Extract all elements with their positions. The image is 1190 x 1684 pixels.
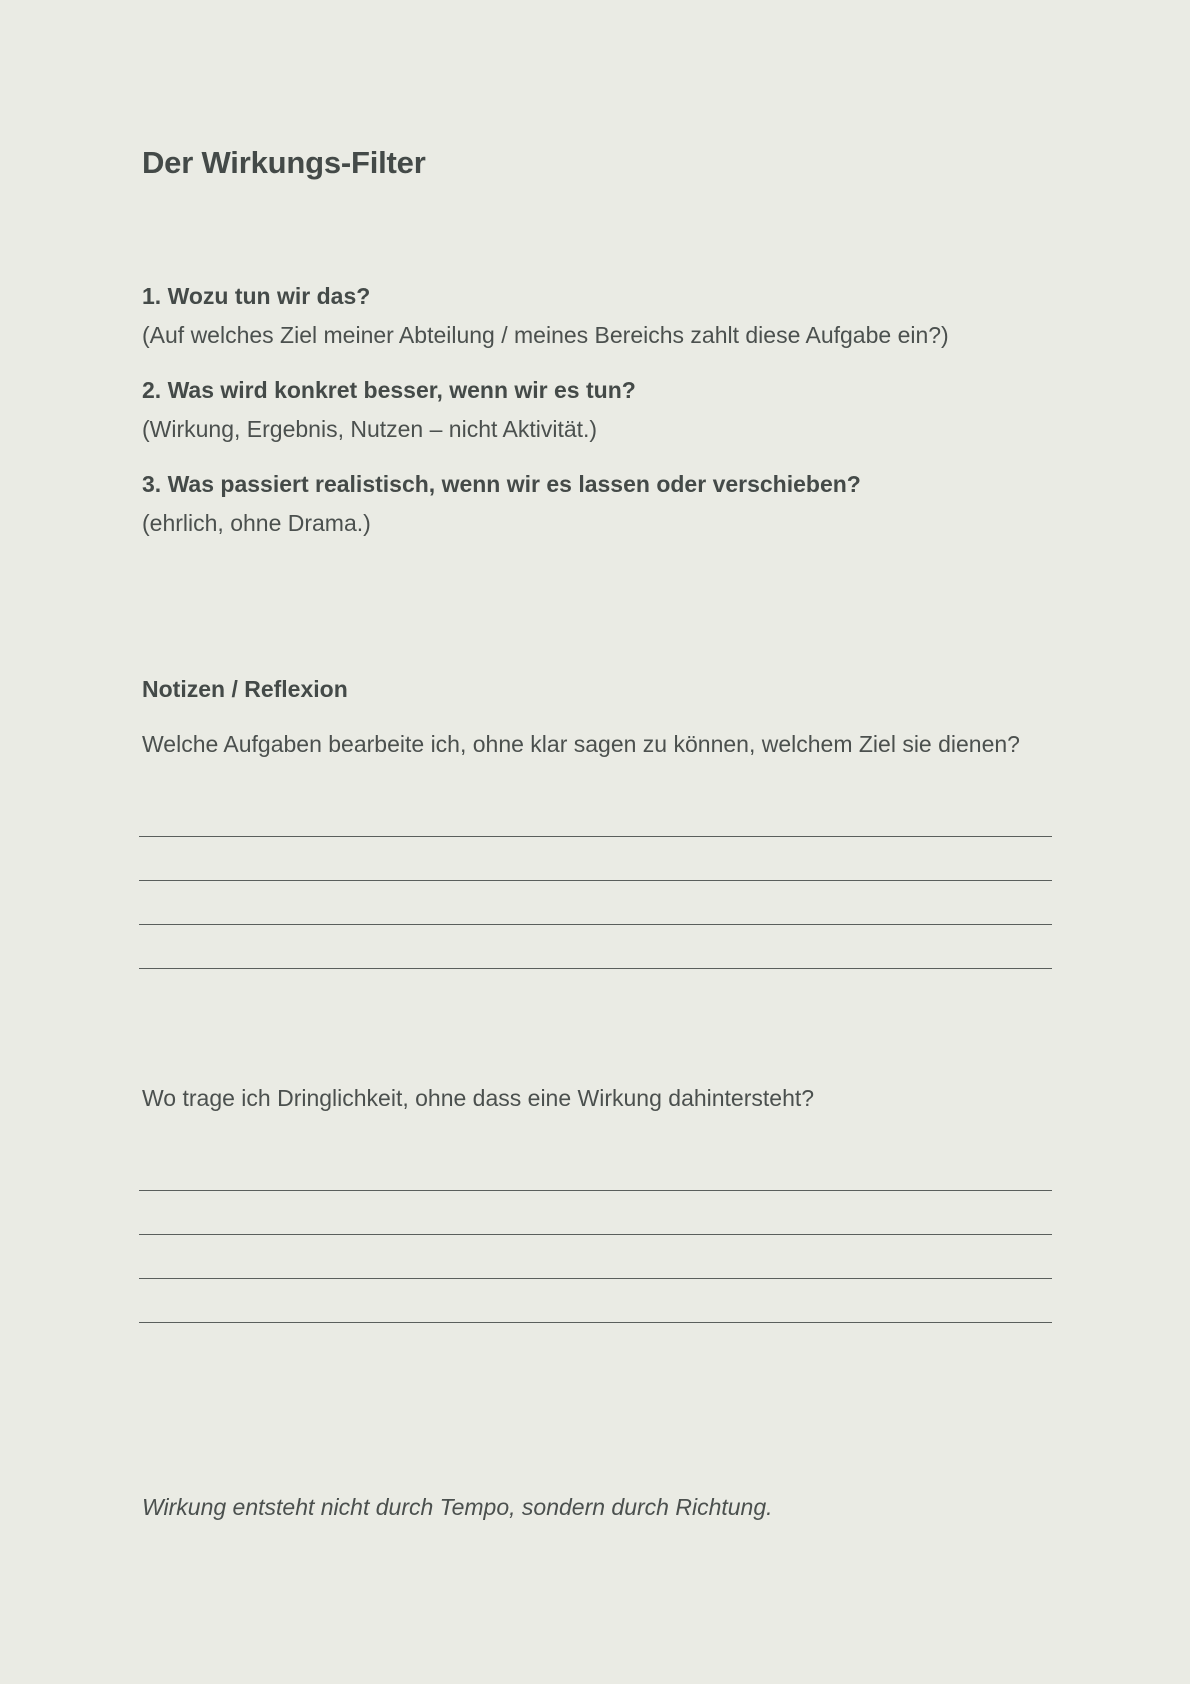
writing-line[interactable] (139, 1278, 1052, 1279)
writing-line[interactable] (139, 968, 1052, 969)
writing-line[interactable] (139, 880, 1052, 881)
question-2 (142, 375, 636, 444)
question-hint: (ehrlich, ohne Drama.) (142, 510, 371, 536)
writing-line[interactable] (139, 924, 1052, 925)
page-title: Der Wirkungs-Filter (142, 145, 426, 180)
question-title: 2. Was wird konkret besser, wenn wir es tun? (142, 377, 636, 403)
question-hint: (Wirkung, Ergebnis, Nutzen – nicht Aktivität.) (142, 416, 598, 442)
question-hint: (Auf welches Ziel meiner Abteilung / meines Bereichs zahlt diese Aufgabe ein?) (142, 322, 949, 348)
notes-heading: Notizen / Reflexion (142, 676, 348, 702)
writing-line[interactable] (139, 1322, 1052, 1323)
question-title: 1. Wozu tun wir das? (142, 283, 371, 309)
question-title: 3. Was passiert realistisch, wenn wir es lassen oder verschieben? (142, 471, 861, 497)
question-1 (142, 281, 949, 350)
writing-line[interactable] (139, 1190, 1052, 1191)
writing-line[interactable] (139, 836, 1052, 837)
reflection-prompt-1: Welche Aufgaben bearbeite ich, ohne klar sagen zu können, welchem Ziel sie dienen? (142, 731, 1020, 757)
closing-quote: Wirkung entsteht nicht durch Tempo, sondern durch Richtung. (142, 1494, 773, 1520)
question-3 (142, 469, 861, 538)
writing-line[interactable] (139, 1234, 1052, 1235)
reflection-prompt-2: Wo trage ich Dringlichkeit, ohne dass eine Wirkung dahintersteht? (142, 1085, 815, 1111)
